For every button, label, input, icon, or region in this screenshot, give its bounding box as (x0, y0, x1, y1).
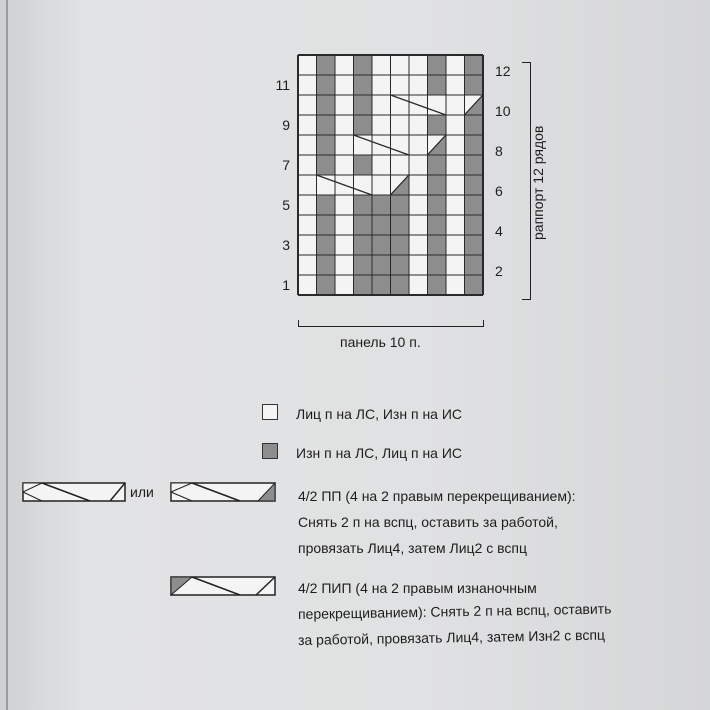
row-number-4: 4 (495, 223, 503, 239)
cable-pp-symbol-shaded (170, 482, 276, 502)
row-number-7: 7 (282, 157, 290, 173)
cable-pp-symbol-white (22, 482, 126, 502)
cable-pp-line-3: провязать Лиц4, затем Лиц2 с вспц (298, 540, 528, 556)
purl-stitch-symbol (262, 443, 278, 459)
row-number-9: 9 (282, 117, 290, 133)
knit-stitch-label: Лиц п на ЛС, Изн п на ИС (296, 406, 463, 422)
cable-pp-line-2: Снять 2 п на вспц, оставить за работой, (298, 514, 558, 530)
cable-pip-symbol (170, 576, 276, 596)
row-number-8: 8 (495, 143, 503, 159)
row-number-12: 12 (495, 63, 511, 79)
or-label: или (130, 484, 154, 500)
row-number-6: 6 (495, 183, 503, 199)
cable-pip-line-2: перекрещиванием): Снять 2 п на вспц, оставить (297, 600, 612, 622)
panel-label: панель 10 п. (340, 334, 421, 350)
cable-pip-line-3: за работой, провязать Лиц4, затем Изн2 с вспц (297, 626, 606, 648)
row-number-10: 10 (495, 103, 511, 119)
row-number-3: 3 (282, 237, 290, 253)
knit-stitch-symbol (262, 404, 278, 420)
cable-pip-line-1: 4/2 ПИП (4 на 2 правым изнаночным (298, 580, 537, 596)
row-number-2: 2 (495, 263, 503, 279)
repeat-label: раппорт 12 рядов (530, 125, 546, 240)
row-number-5: 5 (282, 197, 290, 213)
row-number-11: 11 (275, 77, 290, 93)
cable-pp-line-1: 4/2 ПП (4 на 2 правым перекрещиванием): (298, 488, 576, 504)
purl-stitch-label: Изн п на ЛС, Лиц п на ИС (296, 445, 463, 461)
row-number-1: 1 (282, 277, 290, 293)
